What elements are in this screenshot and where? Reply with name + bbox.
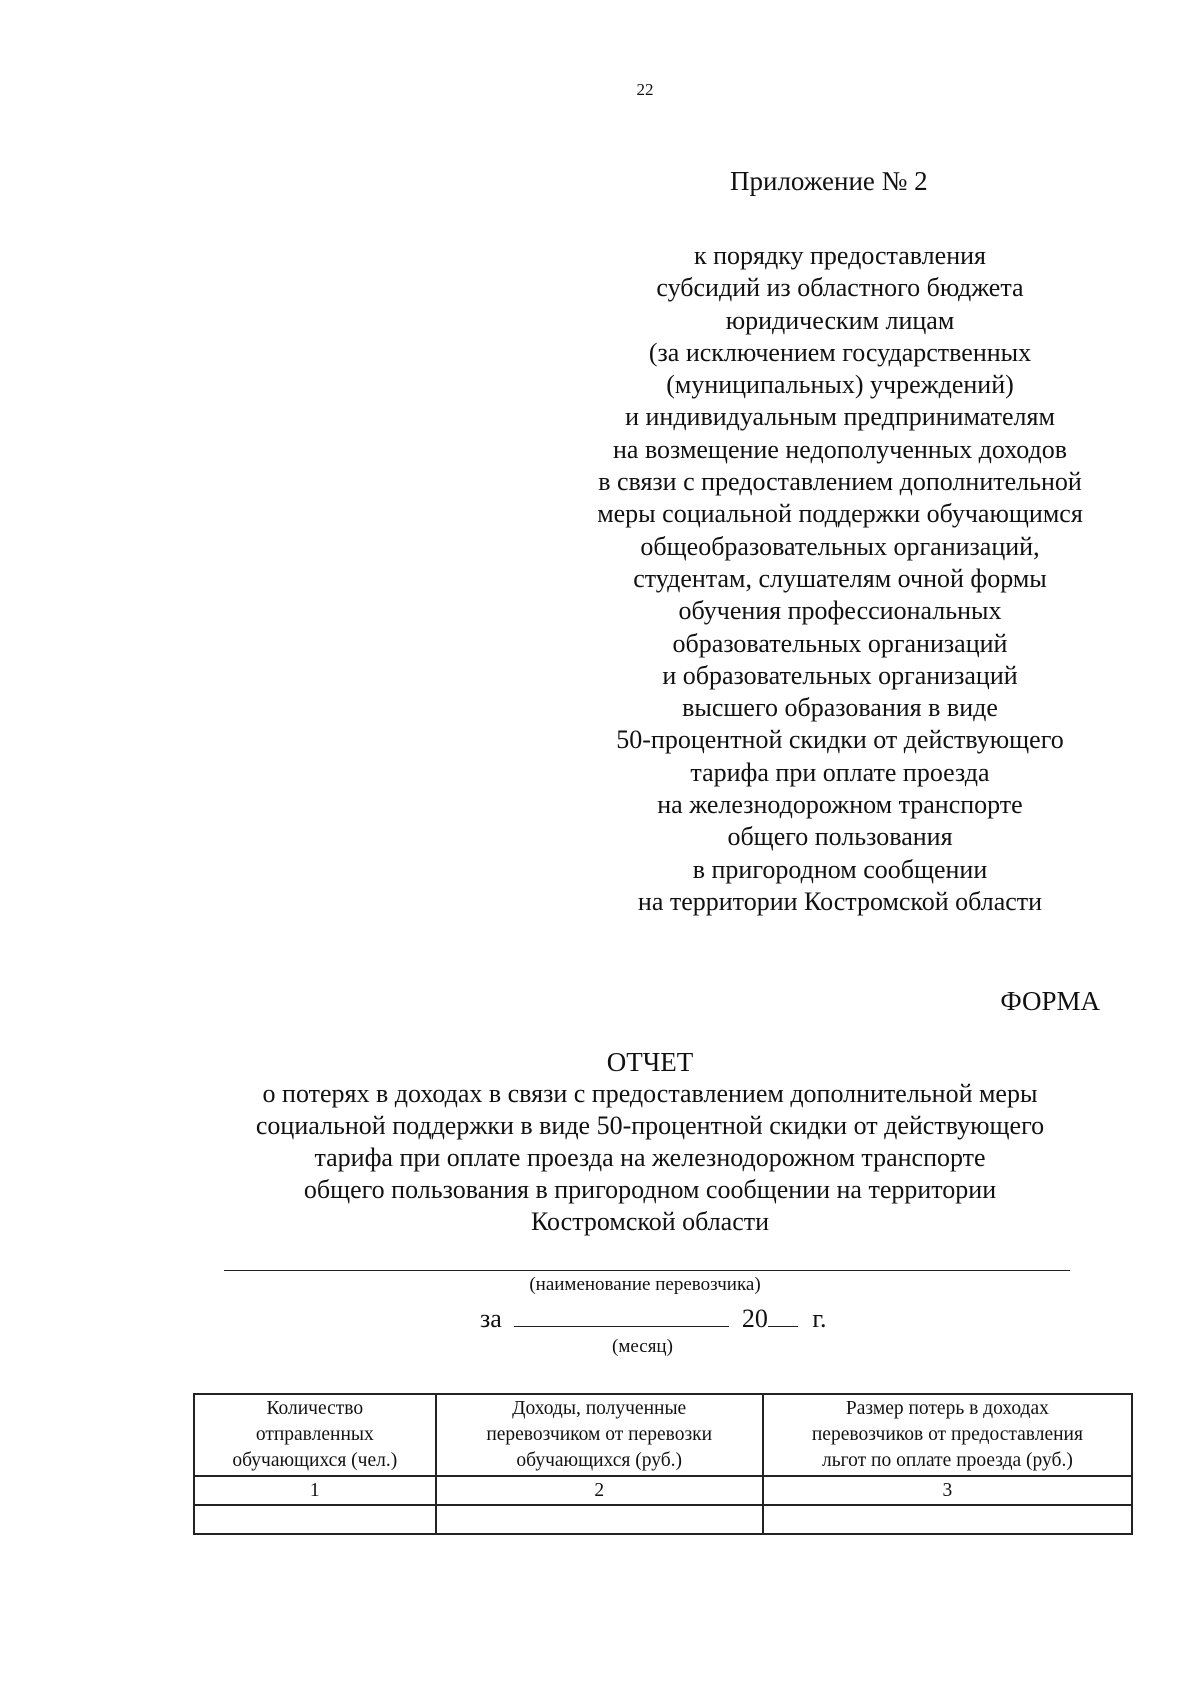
month-field[interactable] bbox=[514, 1302, 729, 1327]
year-suffix: г. bbox=[812, 1304, 827, 1333]
table-header-row bbox=[194, 1394, 1132, 1476]
appendix-description bbox=[560, 240, 1120, 918]
appendix-line: юридическим лицам bbox=[725, 305, 955, 335]
appendix-line: (муниципальных) учреждений) bbox=[666, 370, 1014, 400]
report-line: тарифа при оплате проезда на железнодорожном транспорте bbox=[314, 1143, 986, 1172]
table-cell[interactable] bbox=[436, 1505, 763, 1534]
header-line: Количество bbox=[266, 1398, 364, 1419]
header-line: обучающихся (руб.) bbox=[516, 1450, 683, 1471]
report-line: Костромской области bbox=[530, 1207, 770, 1236]
table-number-cell: 1 bbox=[194, 1476, 436, 1505]
header-line: отправленных bbox=[255, 1424, 374, 1445]
table-row bbox=[194, 1505, 1132, 1534]
table-header-cell bbox=[436, 1394, 763, 1476]
appendix-line: на возмещение недополученных доходов bbox=[612, 434, 1068, 464]
table-header-cell bbox=[763, 1394, 1132, 1476]
appendix-line: (за исключением государственных bbox=[648, 337, 1032, 367]
form-label: ФОРМА bbox=[1000, 986, 1100, 1016]
period-prefix: за bbox=[480, 1304, 502, 1333]
header-line: обучающихся (чел.) bbox=[232, 1450, 398, 1471]
report-line: социальной поддержки в виде 50-процентной скидки от действующего bbox=[255, 1111, 1045, 1140]
appendix-line: на территории Костромской области bbox=[637, 886, 1043, 916]
header-line: Размер потерь в доходах bbox=[845, 1398, 1049, 1419]
appendix-line: студентам, слушателям очной формы bbox=[633, 563, 1047, 593]
appendix-line: на железнодорожном транспорте bbox=[657, 790, 1023, 820]
year-field[interactable] bbox=[768, 1302, 798, 1327]
table-cell[interactable] bbox=[763, 1505, 1132, 1534]
appendix-line: к порядку предоставления bbox=[694, 241, 986, 270]
appendix-title: Приложение № 2 bbox=[730, 166, 928, 196]
appendix-line: образовательных организаций bbox=[672, 628, 1008, 658]
report-line: о потерях в доходах в связи с предоставлением дополнительной меры bbox=[262, 1079, 1038, 1108]
appendix-line: 50-процентной скидки от действующего bbox=[616, 725, 1064, 755]
page-number: 22 bbox=[636, 80, 654, 99]
header-line: Доходы, полученные bbox=[512, 1398, 687, 1419]
appendix-line: и индивидуальным предпринимателям bbox=[625, 402, 1055, 432]
appendix-line: в связи с предоставлением дополнительной bbox=[598, 467, 1082, 497]
report-table bbox=[193, 1393, 1133, 1535]
appendix-line: обучения профессиональных bbox=[678, 596, 1002, 626]
table-number-cell: 3 bbox=[763, 1476, 1132, 1505]
header-line: перевозчиков от предоставления bbox=[811, 1424, 1083, 1445]
table-header-cell bbox=[194, 1394, 436, 1476]
appendix-line: меры социальной поддержки обучающимся bbox=[597, 499, 1083, 529]
appendix-line: субсидий из областного бюджета bbox=[656, 273, 1024, 303]
appendix-line: тарифа при оплате проезда bbox=[690, 757, 990, 787]
report-description bbox=[150, 1078, 1150, 1238]
appendix-line: и образовательных организаций bbox=[662, 660, 1018, 690]
report-title: ОТЧЕТ bbox=[606, 1047, 694, 1077]
report-line: общего пользования в пригородном сообщении на территории bbox=[303, 1175, 997, 1204]
table-number-cell: 2 bbox=[436, 1476, 763, 1505]
period-row bbox=[480, 1302, 827, 1334]
table-number-row bbox=[194, 1476, 1132, 1505]
appendix-line: высшего образования в виде bbox=[682, 693, 998, 723]
header-line: льгот по оплате проезда (руб.) bbox=[821, 1450, 1073, 1471]
appendix-line: общего пользования bbox=[727, 822, 953, 852]
appendix-line: общеобразовательных организаций, bbox=[640, 531, 1040, 561]
carrier-name-field[interactable] bbox=[224, 1270, 1070, 1271]
appendix-line: в пригородном сообщении bbox=[692, 854, 988, 884]
month-caption: (месяц) bbox=[612, 1336, 673, 1357]
header-line: перевозчиком от перевозки bbox=[486, 1424, 713, 1445]
carrier-name-caption: (наименование перевозчика) bbox=[529, 1274, 761, 1295]
year-prefix: 20 bbox=[741, 1304, 768, 1333]
table-cell[interactable] bbox=[194, 1505, 436, 1534]
